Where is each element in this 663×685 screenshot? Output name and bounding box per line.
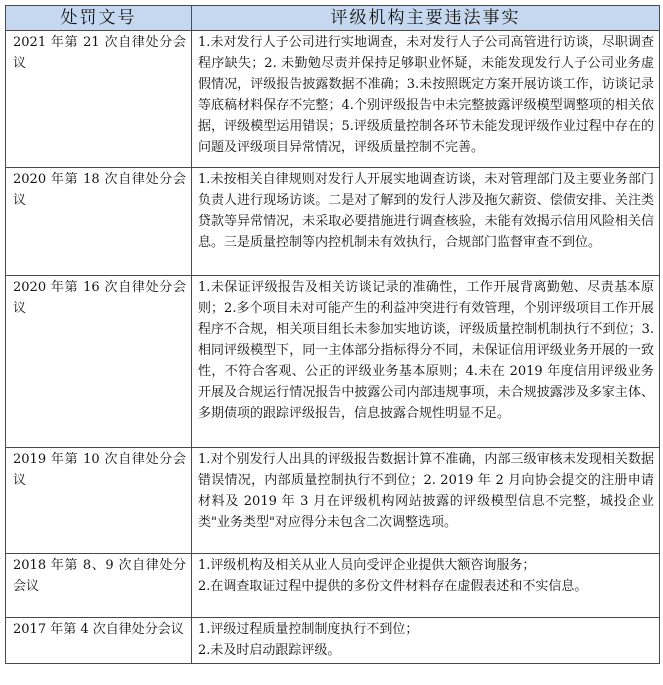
doc-no-cell: 2019 年第 10 次自律处分会议: [6, 448, 192, 554]
violation-text: 1.未保证评级报告及相关访谈记录的准确性，工作开展背离勤勉、尽责基本原则；2.多个项目未对可能产生的利益冲突进行有效管理，个别评级项目工作开展程序不合规，相关项目组长未参加实地访谈，评级质量控制机制执行不到位；3.相同评级模型下，同一主体部分指标得分不同，未保证信用评级业务开展的一致性，不符合客观、公正的评级业务基本原则；4.未在 2019 年度信用评级业务开展及合规运行情况报告中披露公司内部违规事项，未合规披露涉及多家主体、多期债项的跟踪评级报告，信息披露合规性明显不足。: [198, 280, 654, 421]
doc-no-cell: 2020 年第 16 次自律处分会议: [6, 276, 192, 448]
violation-text: 1.评级过程质量控制制度执行不到位；: [198, 622, 419, 637]
violation-text: 1.对个别发行人出具的评级报告数据计算不准确，内部三级审核未发现相关数据错误情况，内部质量控制执行不到位；2. 2019 年 2 月向协会提交的注册申请材料及 2019 年 3 月在评级机构网站披露的评级模型信息不完整，城投企业类"业务类型"对应得分未包含二次调整选项。: [198, 452, 654, 530]
table-row: [6, 448, 660, 554]
table-row: [6, 618, 660, 664]
violation-text: 1.未对发行人子公司进行实地调查，未对发行人子公司高管进行访谈，尽职调查程序缺失；2. 未勤勉尽责并保持足够职业怀疑，未能发现发行人子公司业务虚假情况，评级报告披露数据不准确；3.未按照既定方案开展访谈工作，访谈记录等底稿材料保存不完整；4.个别评级报告中未完整披露评级模型调整项的相关依据，评级模型运用错误；5.评级质量控制各环节未能发现评级作业过程中存在的问题及评级项目异常情况，评级质量控制不完善。: [198, 35, 654, 155]
table-row: [6, 276, 660, 448]
violations-cell: [192, 554, 660, 618]
violations-cell: [192, 168, 660, 276]
table-row: [6, 168, 660, 276]
violations-cell: [192, 618, 660, 664]
doc-no-cell: 2021 年第 21 次自律处分会议: [6, 31, 192, 168]
penalty-table-container: [5, 5, 659, 664]
violation-text: 2.在调查取证过程中提供的多份文件材料存在虚假表述和不实信息。: [198, 579, 588, 594]
violation-text: 2.未及时启动跟踪评级。: [198, 643, 341, 658]
doc-no-cell: 2018 年第 8、9 次自律处分会议: [6, 554, 192, 618]
doc-no-cell: 2020 年第 18 次自律处分会议: [6, 168, 192, 276]
violation-text: 1.未按相关自律规则对发行人开展实地调查访谈，未对管理部门及主要业务部门负责人进行现场访谈。二是对了解到的发行人涉及拖欠薪资、偿债安排、关注类贷款等异常情况，未采取必要措施进行调查核验，未能有效揭示信用风险相关信息。三是质量控制等内控机制未有效执行，合规部门监督审查不到位。: [198, 172, 654, 250]
violations-cell: [192, 276, 660, 448]
doc-no-cell: 2017 年第 4 次自律处分会议: [6, 618, 192, 664]
table-row: [6, 31, 660, 168]
violations-cell: [192, 448, 660, 554]
violations-cell: [192, 31, 660, 168]
column-header-violations: 评级机构主要违法事实: [192, 6, 660, 31]
penalty-table: [5, 5, 660, 664]
table-row: [6, 554, 660, 618]
violation-text: 1.评级机构及相关从业人员向受评企业提供大额咨询服务；: [198, 558, 536, 573]
column-header-doc-no: 处罚文号: [6, 6, 192, 31]
table-header-row: [6, 6, 660, 31]
